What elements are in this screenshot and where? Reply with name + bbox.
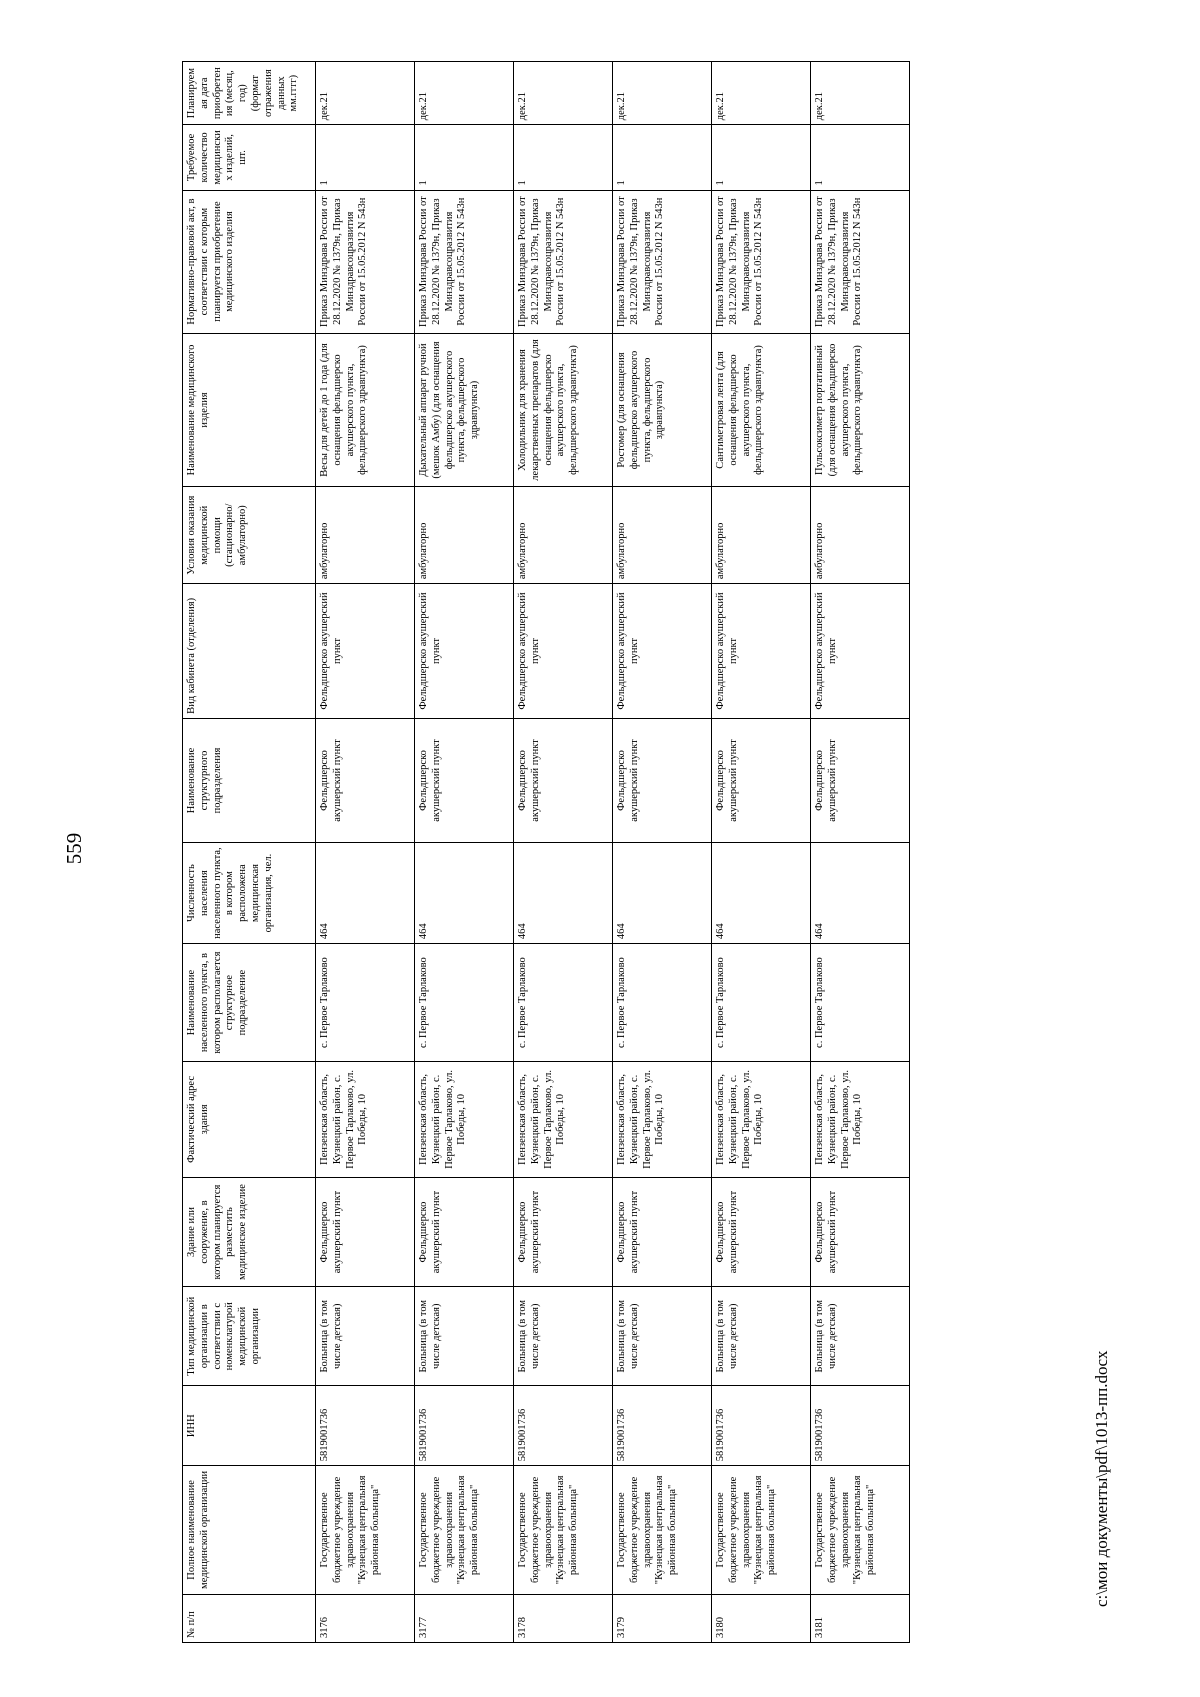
table-cell: Фельдшерско акушерский пункт	[415, 584, 514, 719]
table-cell: Пульсоксиметр портативный (для оснащения фельдшерско акушерского пункта, фельдшерского здравпункта)	[811, 333, 910, 487]
table-cell: Фельдшерско акушерский пункт	[415, 718, 514, 842]
table-cell: Фельдшерско акушерский пункт	[613, 718, 712, 842]
table-cell: дек.21	[712, 62, 811, 125]
table-cell: 5819001736	[811, 1386, 910, 1466]
header-cell: Тип медицинской организации в соответствии с номенклатурой медицинской организации	[183, 1287, 316, 1386]
table-cell: Пензенская область, Кузнецкий район, с. Первое Тарлаково, ул. Победы, 10	[811, 1062, 910, 1178]
header-cell: Нормативно-правовой акт, в соответствии с которым планируется приобретение медицинского изделия	[183, 190, 316, 333]
table-cell: амбулаторно	[712, 487, 811, 584]
header-cell: Вид кабинета (отделения)	[183, 584, 316, 719]
table-cell: Фельдшерско акушерский пункт	[514, 584, 613, 719]
table-cell: Фельдшерско акушерский пункт	[712, 718, 811, 842]
table-cell: Пензенская область, Кузнецкий район, с. Первое Тарлаково, ул. Победы, 10	[316, 1062, 415, 1178]
table-row	[712, 62, 811, 1643]
table-cell: Фельдшерско акушерский пункт	[514, 1177, 613, 1286]
table-cell: Фельдшерско акушерский пункт	[613, 1177, 712, 1286]
table-cell: Весы для детей до 1 года (для оснащения фельдшерско акушерского пункта, фельдшерского здравпункта)	[316, 333, 415, 487]
table-cell: Государственное бюджетное учреждение здравоохранения "Кузнецкая центральная районная больница"	[712, 1466, 811, 1594]
table-cell: Фельдшерско акушерский пункт	[712, 584, 811, 719]
table-cell: 464	[415, 843, 514, 944]
table-cell: Больница (в том числе детская)	[415, 1287, 514, 1386]
table-cell: 464	[316, 843, 415, 944]
table-cell: с. Первое Тарлаково	[316, 944, 415, 1062]
table-cell: Пензенская область, Кузнецкий район, с. Первое Тарлаково, ул. Победы, 10	[415, 1062, 514, 1178]
table-cell: амбулаторно	[316, 487, 415, 584]
table-cell: 5819001736	[712, 1386, 811, 1466]
table-cell: Фельдшерско акушерский пункт	[811, 1177, 910, 1286]
header-cell: Требуемое количество медицинских изделий, шт.	[183, 125, 316, 190]
table-cell: 464	[811, 843, 910, 944]
table-row	[613, 62, 712, 1643]
table-cell: 3177	[415, 1594, 514, 1642]
table-cell: Сантиметровая лента (для оснащения фельдшерско акушерского пункта, фельдшерского здравпункта)	[712, 333, 811, 487]
table-cell: 3178	[514, 1594, 613, 1642]
table-cell: Больница (в том числе детская)	[712, 1287, 811, 1386]
header-cell: Фактический адрес здания	[183, 1062, 316, 1178]
table-cell: Больница (в том числе детская)	[514, 1287, 613, 1386]
table-cell: с. Первое Тарлаково	[514, 944, 613, 1062]
table-cell: с. Первое Тарлаково	[712, 944, 811, 1062]
table-cell: 464	[712, 843, 811, 944]
table-cell: амбулаторно	[811, 487, 910, 584]
header-cell: Наименование структурного подразделения	[183, 718, 316, 842]
table-cell: Фельдшерско акушерский пункт	[514, 718, 613, 842]
table-cell: Дыхательный аппарат ручной (мешок Амбу) (для оснащения фельдшерско акушерского пункта, фельдшерского здравпункта)	[415, 333, 514, 487]
header-cell: Здание или сооружение, в котором планируется разместить медицинское изделие	[183, 1177, 316, 1286]
table-row	[415, 62, 514, 1643]
table-cell: Фельдшерско акушерский пункт	[316, 584, 415, 719]
table-cell: 3180	[712, 1594, 811, 1642]
table-cell: 1	[316, 125, 415, 190]
table-cell: амбулаторно	[514, 487, 613, 584]
table-cell: Фельдшерско акушерский пункт	[415, 1177, 514, 1286]
table-cell: 464	[514, 843, 613, 944]
table-cell: с. Первое Тарлаково	[811, 944, 910, 1062]
table-cell: с. Первое Тарлаково	[613, 944, 712, 1062]
table-cell: дек.21	[415, 62, 514, 125]
table-cell: Приказ Минздрава России от 28.12.2020 № 1379н, Приказ Минздравсоцразвития России от 15.05.2012 N 543н	[712, 190, 811, 333]
table-cell: Приказ Минздрава России от 28.12.2020 № 1379н, Приказ Минздравсоцразвития России от 15.05.2012 N 543н	[613, 190, 712, 333]
table-cell: Государственное бюджетное учреждение здравоохранения "Кузнецкая центральная районная больница"	[613, 1466, 712, 1594]
table-row	[514, 62, 613, 1643]
table-header-row	[183, 62, 316, 1643]
table-cell: Пензенская область, Кузнецкий район, с. Первое Тарлаково, ул. Победы, 10	[712, 1062, 811, 1178]
table-cell: Приказ Минздрава России от 28.12.2020 № 1379н, Приказ Минздравсоцразвития России от 15.05.2012 N 543н	[811, 190, 910, 333]
header-cell: Численность населения населенного пункта, в котором расположена медицинская организация, чел.	[183, 843, 316, 944]
table-cell: Фельдшерско акушерский пункт	[613, 584, 712, 719]
table-cell: 5819001736	[613, 1386, 712, 1466]
table-cell: амбулаторно	[415, 487, 514, 584]
table-cell: дек.21	[316, 62, 415, 125]
table-cell: дек.21	[514, 62, 613, 125]
header-cell: № п/п	[183, 1594, 316, 1642]
table-cell: дек.21	[811, 62, 910, 125]
table-cell: Фельдшерско акушерский пункт	[316, 718, 415, 842]
table-cell: 3181	[811, 1594, 910, 1642]
footer-file-path: c:\мои документы\pdf\1013-пп.docx	[1092, 1350, 1111, 1607]
table-cell: Пензенская область, Кузнецкий район, с. Первое Тарлаково, ул. Победы, 10	[514, 1062, 613, 1178]
table-cell: Приказ Минздрава России от 28.12.2020 № 1379н, Приказ Минздравсоцразвития России от 15.05.2012 N 543н	[415, 190, 514, 333]
table-cell: Фельдшерско акушерский пункт	[811, 718, 910, 842]
table-cell: 3176	[316, 1594, 415, 1642]
table-row	[316, 62, 415, 1643]
table-cell: Приказ Минздрава России от 28.12.2020 № 1379н, Приказ Минздравсоцразвития России от 15.05.2012 N 543н	[514, 190, 613, 333]
table-cell: 1	[514, 125, 613, 190]
table-cell: 5819001736	[514, 1386, 613, 1466]
table-cell: Фельдшерско акушерский пункт	[316, 1177, 415, 1286]
table-cell: 1	[415, 125, 514, 190]
table-cell: Государственное бюджетное учреждение здравоохранения "Кузнецкая центральная районная больница"	[811, 1466, 910, 1594]
page-number: 559	[62, 832, 86, 865]
table-cell: Холодильник для хранения лекарственных препаратов (для оснащения фельдшерско акушерского пункта, фельдшерского здравпункта)	[514, 333, 613, 487]
table-cell: Пензенская область, Кузнецкий район, с. Первое Тарлаково, ул. Победы, 10	[613, 1062, 712, 1178]
table-cell: дек.21	[613, 62, 712, 125]
table-cell: Государственное бюджетное учреждение здравоохранения "Кузнецкая центральная районная больница"	[514, 1466, 613, 1594]
header-cell: Условия оказания медицинской помощи (стационарно/амбулаторно)	[183, 487, 316, 584]
table-cell: Фельдшерско акушерский пункт	[712, 1177, 811, 1286]
table-cell: 1	[811, 125, 910, 190]
table-cell: Больница (в том числе детская)	[613, 1287, 712, 1386]
header-cell: ИНН	[183, 1386, 316, 1466]
table-cell: Приказ Минздрава России от 28.12.2020 № 1379н, Приказ Минздравсоцразвития России от 15.05.2012 N 543н	[316, 190, 415, 333]
table-cell: 5819001736	[316, 1386, 415, 1466]
table-cell: с. Первое Тарлаково	[415, 944, 514, 1062]
table-cell: Ростомер (для оснащения фельдшерско акушерского пункта, фельдшерского здравпункта)	[613, 333, 712, 487]
table-cell: 3179	[613, 1594, 712, 1642]
table-cell: амбулаторно	[613, 487, 712, 584]
table-cell: 1	[613, 125, 712, 190]
table-cell: Больница (в том числе детская)	[811, 1287, 910, 1386]
table-cell: Фельдшерско акушерский пункт	[811, 584, 910, 719]
table-cell: 1	[712, 125, 811, 190]
table-cell: Государственное бюджетное учреждение здравоохранения "Кузнецкая центральная районная больница"	[316, 1466, 415, 1594]
header-cell: Наименование населенного пункта, в котором располагается структурное подразделение	[183, 944, 316, 1062]
table-cell: Больница (в том числе детская)	[316, 1287, 415, 1386]
table-cell: 5819001736	[415, 1386, 514, 1466]
table-row	[811, 62, 910, 1643]
header-cell: Наименование медицинского изделия	[183, 333, 316, 487]
table-cell: Государственное бюджетное учреждение здравоохранения "Кузнецкая центральная районная больница"	[415, 1466, 514, 1594]
header-cell: Планируемая дата приобретения (месяц, год) (формат отражения данных мм.гггг)	[183, 62, 316, 125]
header-cell: Полное наименование медицинской организации	[183, 1466, 316, 1594]
equipment-table	[182, 61, 910, 1643]
table-cell: 464	[613, 843, 712, 944]
